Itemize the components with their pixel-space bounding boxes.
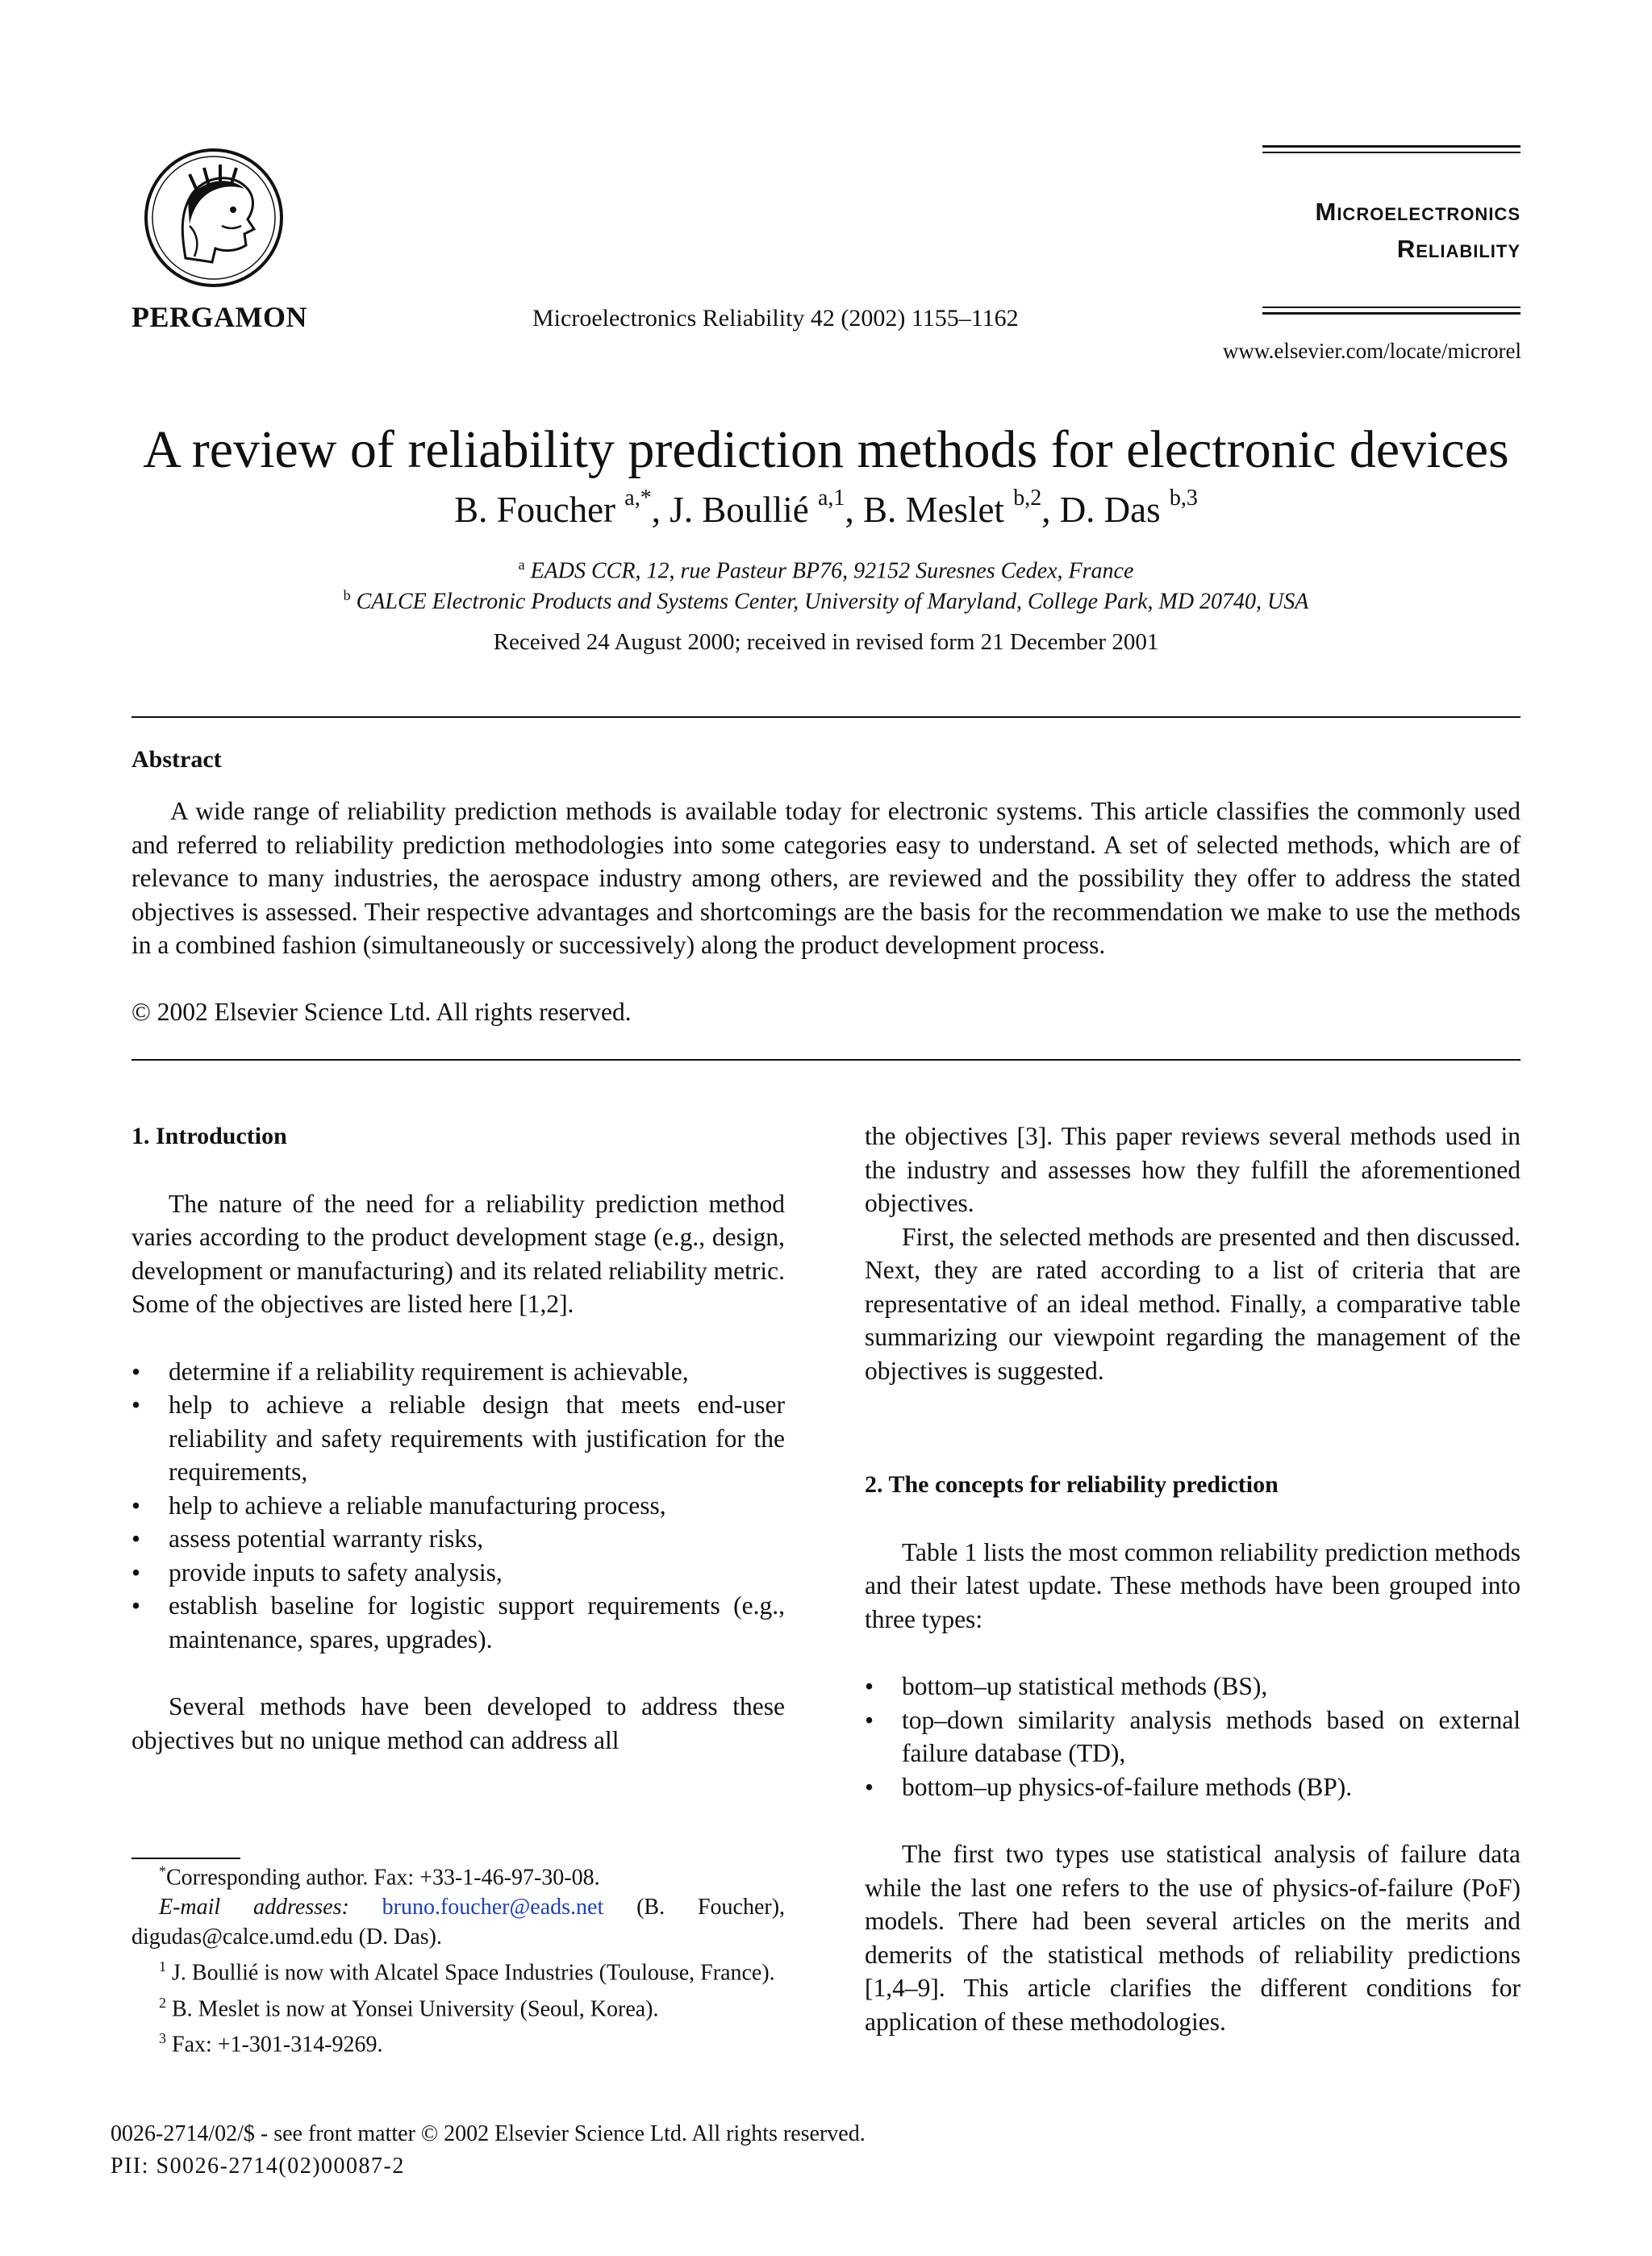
author-list: B. Foucher $^{a,*}$, J. Boullié $^{a,1}$, B. Meslet $^{b,2}$, D. Das $^{b,3}$: [454, 486, 1198, 530]
email-owner: (B. Foucher),: [636, 1895, 786, 1920]
affiliation-mark: a: [518, 557, 525, 573]
affiliation: [0, 557, 1652, 584]
section-heading: 1. Introduction: [131, 1123, 287, 1149]
masthead-rule: [1262, 312, 1521, 315]
list-item: • establish baseline for logistic support requirements (e.g., maintenance, spares, upgrades).: [131, 1589, 785, 1656]
list-item: • provide inputs to safety analysis,: [131, 1556, 785, 1590]
journal-name-line: Reliability: [1396, 235, 1521, 263]
list-item: • help to achieve a reliable manufacturing process,: [131, 1489, 785, 1523]
pii-line: PII: S0026-2714(02)00087-2: [111, 2154, 405, 2179]
paragraph: First, the selected methods are presented and then discussed. Next, they are rated according to a list of criteria that are representative of an ideal method. Finally, a comparative table summarizing our viewpoint regarding the management of the objectives is suggested.: [865, 1222, 1521, 1385]
footnote-mark: 1: [159, 1958, 166, 1975]
email-label: E-mail addresses:: [159, 1895, 349, 1920]
abstract-heading: Abstract: [131, 746, 222, 773]
list-item: • bottom–up statistical methods (BS),: [865, 1670, 1521, 1703]
author-affiliation-mark: a,1: [818, 486, 845, 511]
divider: [131, 716, 1521, 718]
abstract-copyright: © 2002 Elsevier Science Ltd. All rights reserved.: [131, 998, 632, 1026]
footnote-text: Corresponding author. Fax: +33-1-46-97-30-08.: [166, 1865, 600, 1891]
journal-masthead: [1262, 145, 1521, 319]
author-affiliation-mark: a,*: [624, 486, 652, 511]
author-name: B. Meslet: [862, 490, 1004, 530]
journal-name: [1262, 194, 1521, 268]
right-column: [865, 1120, 1521, 2038]
received-dates: Received 24 August 2000; received in revised form 21 December 2001: [493, 629, 1159, 655]
footnote: [131, 2024, 785, 2059]
list-item: • top–down similarity analysis methods based on external failure database (TD),: [865, 1703, 1521, 1770]
author-affiliation-mark: b,2: [1013, 486, 1042, 511]
journal-url[interactable]: www.elsevier.com/locate/microrel: [1222, 339, 1521, 363]
footnote: [131, 1988, 785, 2024]
footnote: [131, 1952, 785, 1987]
paragraph: the objectives [3]. This paper reviews several methods used in the industry and assesses how they fulfill the aforementioned objectives.: [865, 1122, 1521, 1217]
author-name: J. Boullié: [670, 490, 809, 530]
objectives-list: [131, 1355, 785, 1657]
author-name: B. Foucher: [454, 490, 616, 530]
paragraph: The nature of the need for a reliability prediction method varies according to the product development stage (e.g., design, development or manufacturing) and its related reliability metric. Some of the objectives are listed here [1,2].: [131, 1189, 785, 1318]
left-column: [131, 1120, 785, 1757]
affiliation: [0, 587, 1652, 615]
email-link[interactable]: bruno.foucher@eads.net: [382, 1895, 604, 1920]
paragraph: Several methods have been developed to address these objectives but no unique method can address all: [131, 1692, 785, 1754]
method-types-list: [865, 1670, 1521, 1804]
footnote: [131, 1892, 785, 1952]
footnotes: [131, 1857, 785, 2059]
affiliation-text: EADS CCR, 12, rue Pasteur BP76, 92152 Suresnes Cedex, France: [530, 558, 1134, 584]
footnote-text: Fax: +1-301-314-9269.: [172, 2032, 383, 2058]
abstract-text: A wide range of reliability prediction methods is available today for electronic systems. This article classifies the commonly used and referred to reliability prediction methodologies into some categories easy to understand. A set of selected methods, which are of relevance to many industries, the aerospace industry among others, are reviewed and the possibility they offer to address the stated objectives is assessed. Their respective advantages and shortcomings are the basis for the recommendation we make to use the methods in a combined fashion (simultaneously or successively) along the product development process.: [131, 797, 1521, 959]
paragraph: The first two types use statistical analysis of failure data while the last one refers to the use of physics-of-failure (PoF) models. There had been several articles on the merits and demerits of the statistical methods of reliability predictions [1,4–9]. This article clarifies the different conditions for application of these methodologies.: [865, 1840, 1521, 2036]
list-item: • assess potential warranty risks,: [131, 1522, 785, 1556]
abstract-body: [131, 794, 1521, 962]
author-affiliation-mark: b,3: [1169, 486, 1198, 511]
front-matter-line: 0026-2714/02/$ - see front matter © 2002 Elsevier Science Ltd. All rights reserved.: [111, 2121, 866, 2146]
footnote-mark: 2: [159, 1994, 166, 2011]
divider: [131, 1059, 1521, 1061]
footnote-text: J. Boullié is now with Alcatel Space Industries (Toulouse, France).: [172, 1960, 775, 1986]
footnote: [131, 1857, 785, 1892]
journal-citation: Microelectronics Reliability 42 (2002) 1155–1162: [532, 305, 1019, 332]
affiliation-mark: b: [343, 587, 351, 603]
article-title: A review of reliability prediction methods for electronic devices: [143, 420, 1509, 479]
footnote-mark: 3: [159, 2029, 166, 2046]
masthead-rule: [1262, 306, 1521, 308]
masthead-rule: [1262, 152, 1521, 153]
publisher-logo: [141, 145, 286, 290]
affiliation-text: CALCE Electronic Products and Systems Center, University of Maryland, College Park, MD 20740, USA: [356, 589, 1309, 615]
author-name: D. Das: [1059, 490, 1161, 530]
section-heading: 2. The concepts for reliability prediction: [865, 1471, 1279, 1498]
paragraph: Table 1 lists the most common reliability prediction methods and their latest update. These methods have been grouped into three types:: [865, 1537, 1521, 1633]
footnote-text: B. Meslet is now at Yonsei University (Seoul, Korea).: [172, 1995, 659, 2021]
journal-name-line: Microelectronics: [1315, 198, 1521, 226]
email-text: digudas@calce.umd.edu (D. Das).: [131, 1924, 442, 1950]
publisher-name: PERGAMON: [131, 301, 307, 333]
footnote-mark: *: [159, 1863, 166, 1879]
list-item: • determine if a reliability requirement is achievable,: [131, 1355, 785, 1389]
list-item: • help to achieve a reliable design that meets end-user reliability and safety requirements with justification for the requirements,: [131, 1388, 785, 1489]
list-item: • bottom–up physics-of-failure methods (BP).: [865, 1770, 1521, 1804]
masthead-rule: [1262, 145, 1521, 148]
